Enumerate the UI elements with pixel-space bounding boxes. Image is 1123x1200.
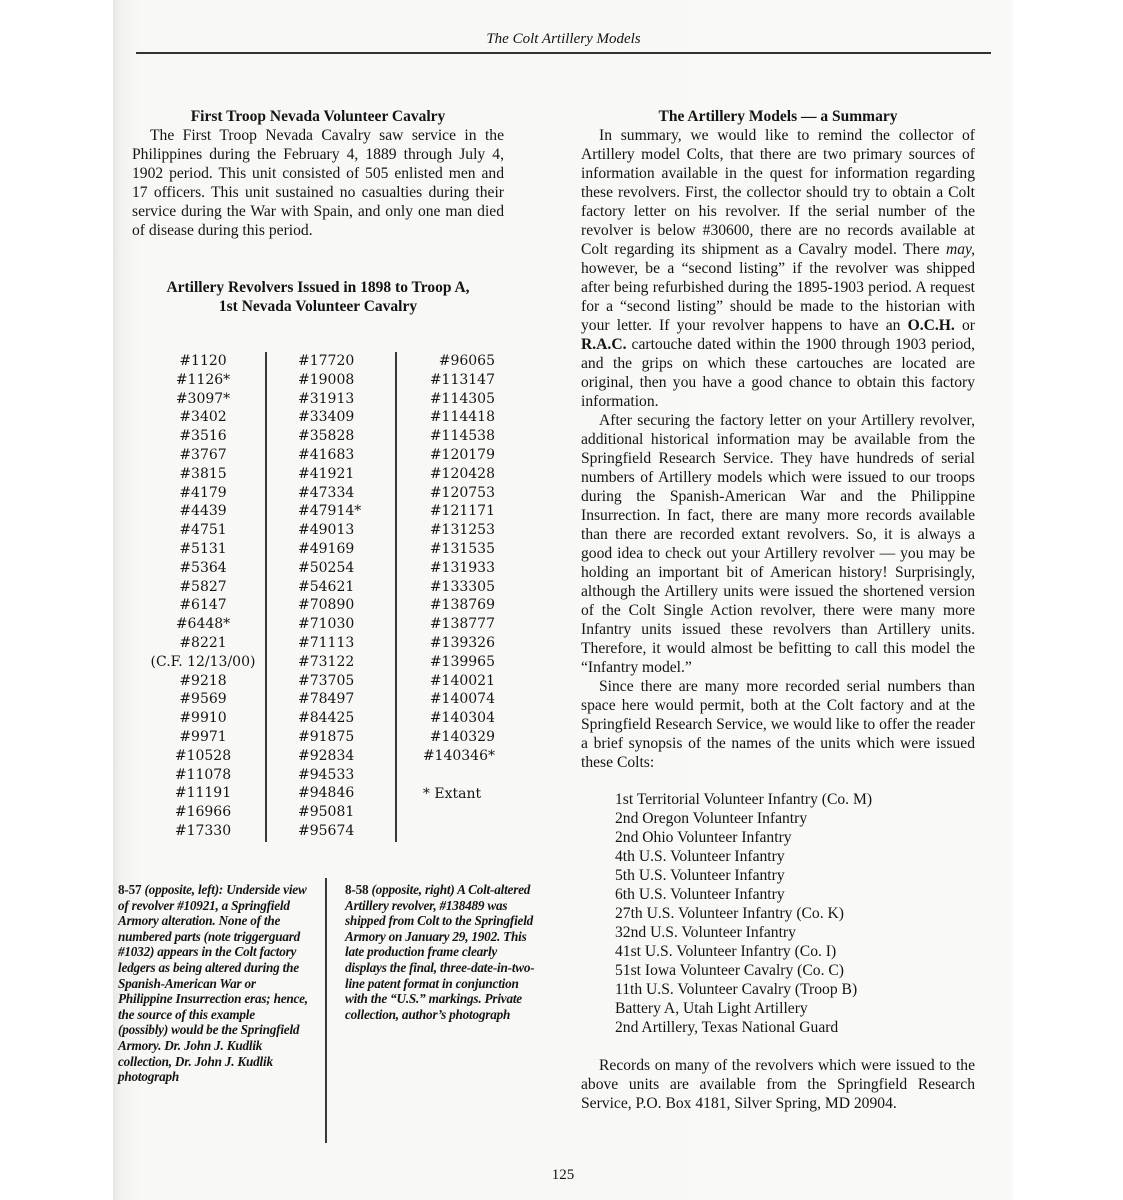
serial-number: #50254	[298, 559, 355, 576]
serial-table-title-line2: 1st Nevada Volunteer Cavalry	[218, 298, 418, 315]
nevada-cavalry-paragraph: The First Troop Nevada Cavalry saw service in the Philippines during the February 4, 1889 through July 4, 1902 period. This unit consisted of 505 enlisted men and 17 officers. This unit sustained no casualties during their service during the War with Spain, and only one man died of disease during this period.	[132, 127, 504, 239]
serial-number: #121171	[429, 503, 495, 520]
text-run: In summary, we would like to remind the collector of Artillery model Colts, that there are two primary sources of information available in the quest for information regarding these revolvers. First, the collector should try to obtain a Colt factory letter on his revolver. If the serial number of the revolver is below #30600, there are no records available at Colt regarding its shipment as a Cavalry model. There	[581, 127, 975, 258]
serial-number: #73122	[298, 653, 355, 670]
summary-paragraph-4: Records on many of the revolvers which were issued to the above units are available from the Springfield Research Service, P.O. Box 4181, Silver Spring, MD 20904.	[581, 1057, 975, 1112]
unit-list-item: 32nd U.S. Volunteer Infantry	[615, 924, 796, 941]
unit-list-item: 2nd Artillery, Texas National Guard	[615, 1019, 839, 1036]
serial-number: #138769	[429, 597, 495, 614]
serial-number: #131535	[429, 540, 495, 557]
serial-number: #1126*	[175, 371, 231, 388]
serial-number: #4439	[179, 503, 227, 520]
page-number: 125	[551, 1167, 575, 1183]
serial-number-table	[143, 352, 498, 842]
column-divider	[265, 352, 267, 842]
section-title-summary: The Artillery Models — a Summary	[658, 108, 898, 125]
section-title-nevada-cavalry: First Troop Nevada Volunteer Cavalry	[190, 108, 446, 125]
serial-number: #120428	[429, 465, 495, 482]
unit-list	[615, 790, 975, 1037]
serial-number: #114305	[429, 390, 495, 407]
unit-list-item: 41st U.S. Volunteer Infantry (Co. I)	[615, 943, 837, 960]
unit-list-item: 2nd Ohio Volunteer Infantry	[615, 829, 792, 846]
book-page	[113, 0, 1013, 1200]
serial-number: #11191	[174, 785, 232, 802]
serial-number: #120753	[429, 484, 495, 501]
serial-number: #3815	[179, 465, 227, 482]
serial-number: #3402	[179, 409, 227, 426]
serial-number: #41921	[298, 465, 355, 482]
serial-number: #91875	[298, 728, 355, 745]
serial-number: #70890	[298, 597, 355, 614]
running-head	[136, 28, 991, 54]
text-run: or	[954, 317, 976, 334]
serial-number: #8221	[179, 634, 227, 651]
serial-number: #140346*	[422, 747, 495, 764]
unit-list-item: 5th U.S. Volunteer Infantry	[615, 867, 785, 884]
serial-table-title-line1: Artillery Revolvers Issued in 1898 to Troop A,	[166, 279, 470, 296]
column-divider	[395, 352, 397, 842]
unit-list-item: Battery A, Utah Light Artillery	[615, 1000, 808, 1017]
serial-number: #47914*	[298, 503, 362, 520]
running-head-title: The Colt Artillery Models	[486, 31, 641, 47]
summary-paragraph-1	[581, 126, 975, 411]
serial-number: #4751	[179, 522, 227, 539]
serial-number: #17720	[298, 353, 355, 369]
serial-number: #140074	[429, 691, 495, 708]
unit-list-item: 11th U.S. Volunteer Cavalry (Troop B)	[615, 981, 858, 998]
serial-number: #49013	[298, 522, 355, 539]
unit-list-item: 51st Iowa Volunteer Cavalry (Co. C)	[615, 962, 844, 979]
unit-list-item: 6th U.S. Volunteer Infantry	[615, 886, 785, 903]
serial-number: #140329	[429, 728, 495, 745]
figure-number: 8-58	[345, 882, 369, 897]
serial-column-3	[405, 352, 495, 803]
serial-number: #6448*	[175, 616, 231, 633]
serial-number: #78497	[298, 691, 355, 708]
unit-list-item: 2nd Oregon Volunteer Infantry	[615, 810, 808, 827]
serial-number: #17330	[174, 822, 232, 839]
serial-number: #113147	[429, 371, 495, 388]
serial-number: #94533	[298, 766, 355, 783]
serial-number: #35828	[298, 428, 355, 445]
serial-number: #140021	[429, 672, 495, 689]
serial-number: #1120	[179, 353, 227, 369]
serial-number: #3516	[179, 428, 227, 445]
unit-list-item: 27th U.S. Volunteer Infantry (Co. K)	[615, 905, 844, 922]
serial-number: #94846	[298, 785, 355, 802]
serial-number: #31913	[298, 390, 355, 407]
serial-number: #138777	[429, 616, 495, 633]
serial-number: #10528	[174, 747, 232, 764]
serial-number: #95674	[298, 822, 355, 839]
serial-number: #131933	[429, 559, 495, 576]
serial-number: #120179	[429, 446, 495, 463]
serial-number: #114418	[429, 409, 495, 426]
och-cartouche-label: O.C.H.	[907, 317, 955, 334]
serial-number: #11078	[174, 766, 232, 783]
unit-list-item: 4th U.S. Volunteer Infantry	[615, 848, 785, 865]
serial-column-1	[143, 352, 263, 841]
serial-number: #84425	[298, 710, 355, 727]
serial-number: #5364	[179, 559, 227, 576]
serial-number: (C.F. 12/13/00)	[150, 653, 256, 670]
left-column	[132, 108, 504, 240]
serial-number: #3097*	[175, 390, 231, 407]
serial-number: #9218	[179, 672, 227, 689]
serial-column-2	[268, 352, 398, 841]
serial-table-title	[132, 278, 504, 316]
caption-text: (opposite, right) A Colt-altered Artillery revolver, #138489 was shipped from Colt to the Springfield Armory on January 29, 1902. This late production frame clearly displays the final, three-date-in-two-line patent format in conjunction with the “U.S.” markings. Private collection, author’s photograph	[345, 882, 535, 1022]
serial-number: #19008	[298, 371, 355, 388]
serial-number: #114538	[429, 428, 495, 445]
serial-number: #5131	[179, 540, 227, 557]
serial-number: #3767	[179, 446, 227, 463]
serial-number: #49169	[298, 540, 355, 557]
unit-list-item: 1st Territorial Volunteer Infantry (Co. M)	[615, 791, 873, 808]
right-column	[581, 108, 975, 1113]
serial-number: #9569	[179, 691, 227, 708]
text-run: however, be a “second listing” if the revolver was shipped after being refurbished during the 1895-1903 period. A request for a “second listing” should be made to the historian with your letter. If your revolver happens to have an	[581, 260, 975, 334]
figure-number: 8-57	[118, 882, 142, 897]
summary-paragraph-2: After securing the factory letter on your Artillery revolver, additional historical information may be available from the Springfield Research Service. They have hundreds of serial numbers of Artillery models which were issued to our troops during the Spanish-American War and the Philippine Insurrection. In fact, there are many more records available than there are recorded extant revolvers. So, it is always a good idea to check out your Artillery revolver — you may be holding an important bit of American history! Surprisingly, although the Artillery units were issued the shortened version of the Colt Single Action revolver, there were many more Infantry units issued these revolvers than Artillery units. Therefore, it would almost be befitting to call this model the “Infantry model.”	[581, 412, 975, 676]
serial-number: #9971	[179, 728, 227, 745]
serial-number: #9910	[179, 710, 227, 727]
serial-number: #71030	[298, 616, 355, 633]
summary-paragraph-3: Since there are many more recorded serial numbers than space here would permit, both at the Colt factory and at the Springfield Research Service, we would like to offer the reader a brief synopsis of the names of the units which were issued these Colts:	[581, 678, 975, 771]
serial-number: #139326	[429, 634, 495, 651]
serial-number: #33409	[298, 409, 355, 426]
serial-number: #131253	[429, 522, 495, 539]
serial-number: #92834	[298, 747, 355, 764]
serial-number: #133305	[429, 578, 495, 595]
serial-number: #73705	[298, 672, 355, 689]
serial-number: #96065	[438, 353, 495, 369]
caption-divider	[325, 878, 327, 1143]
serial-number: #47334	[298, 484, 355, 501]
serial-number: #6147	[179, 597, 227, 614]
serial-number: #71113	[298, 634, 355, 651]
rac-cartouche-label: R.A.C.	[581, 336, 627, 353]
serial-number: #41683	[298, 446, 355, 463]
serial-number: #54621	[298, 578, 355, 595]
serial-number: #139965	[429, 653, 495, 670]
text-run: cartouche dated within the 1900 through 1903 period, and the grips on which these cartouches are located are original, then you have a good chance to obtain this factory information.	[581, 336, 975, 410]
figure-caption-8-58	[345, 882, 535, 1022]
emphasis: may,	[945, 241, 975, 258]
extant-footnote: * Extant	[422, 785, 482, 802]
serial-number: #16966	[174, 804, 232, 821]
serial-number: #95081	[298, 804, 355, 821]
serial-number: #5827	[179, 578, 227, 595]
figure-caption-8-57	[118, 882, 308, 1085]
serial-number: #140304	[429, 710, 495, 727]
caption-text: (opposite, left): Underside view of revolver #10921, a Springfield Armory alteration. None of the numbered parts (note triggerguard #1032) appears in the Colt factory ledgers as being altered during the Spanish-American War or Philippine Insurrection eras; hence, the source of this example (possibly) would be the Springfield Armory. Dr. John J. Kudlik collection, Dr. John J. Kudlik photograph	[118, 882, 308, 1085]
serial-number: #4179	[179, 484, 227, 501]
